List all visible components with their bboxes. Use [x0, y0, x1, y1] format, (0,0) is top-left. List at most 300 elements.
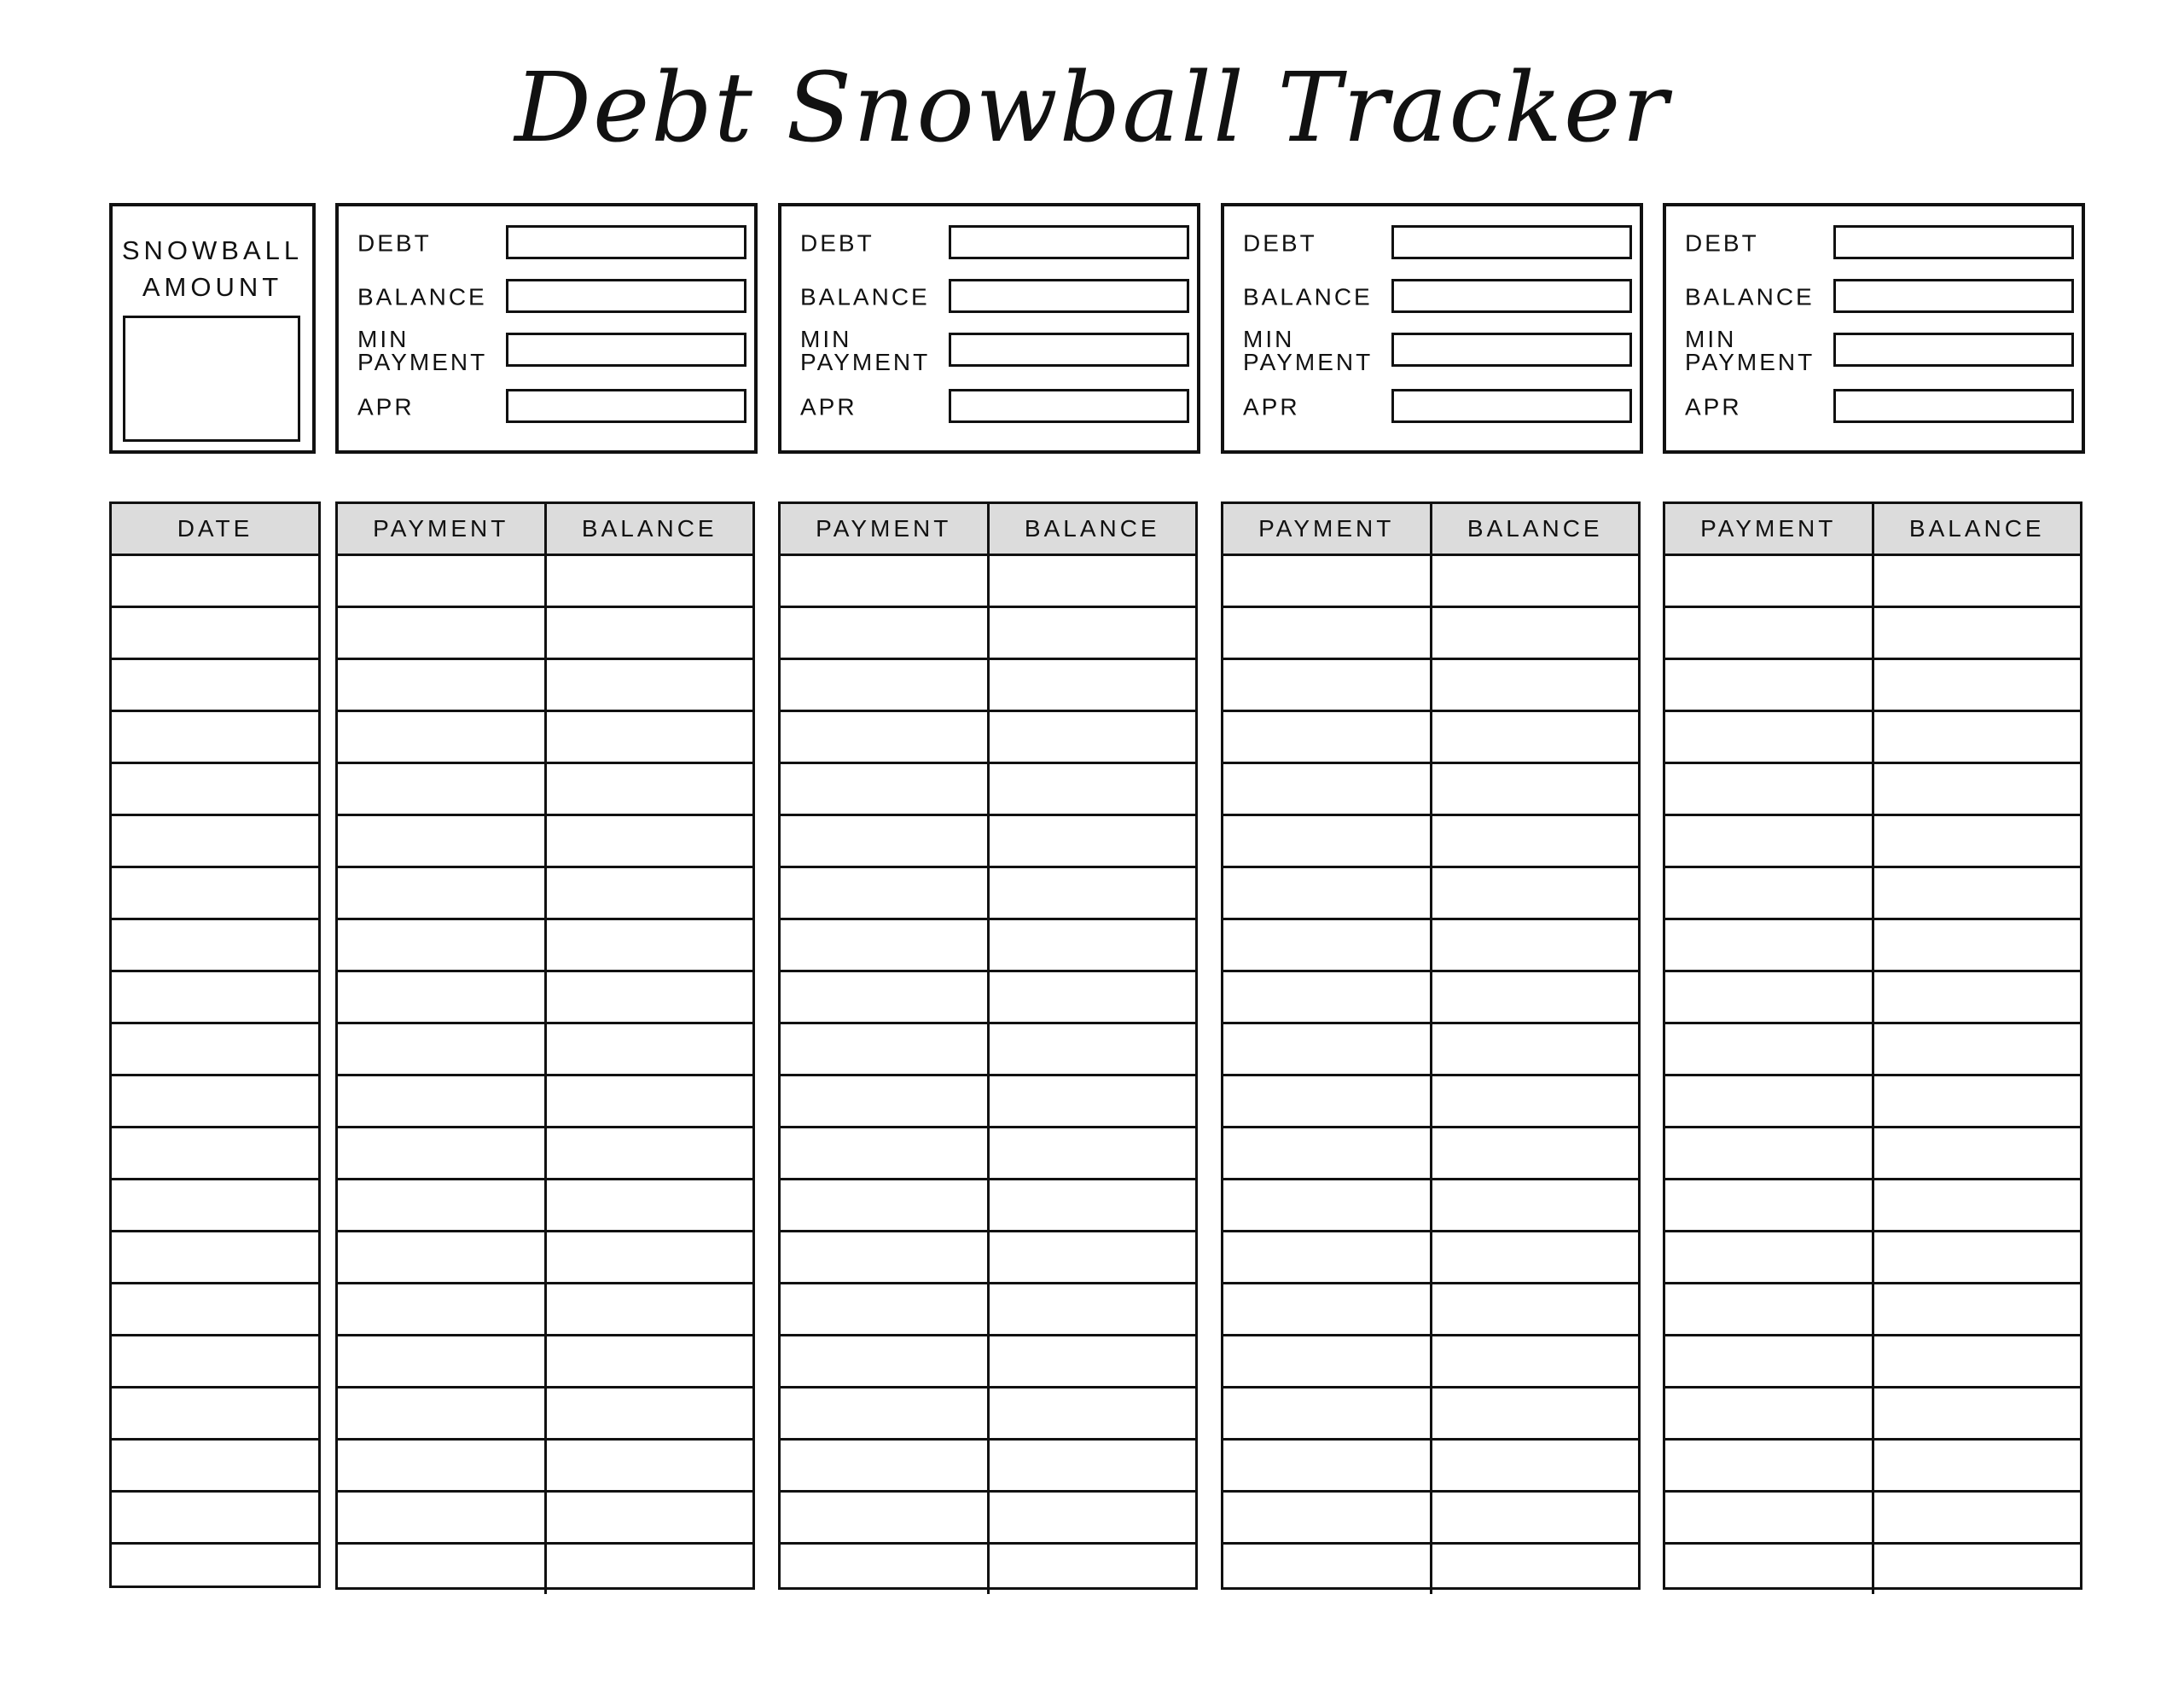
- balance-cell[interactable]: [1873, 867, 2080, 919]
- payment-cell[interactable]: [338, 1284, 545, 1336]
- payment-row: [338, 1388, 752, 1440]
- payment-cell[interactable]: [338, 607, 545, 659]
- min-payment-label-line2: PAYMENT: [1243, 349, 1374, 375]
- payment-cell[interactable]: [781, 1544, 988, 1595]
- apr-field[interactable]: [949, 389, 1189, 423]
- balance-cell[interactable]: [1431, 867, 1638, 919]
- payment-row: [1665, 607, 2080, 659]
- payment-row: [338, 1492, 752, 1544]
- balance-cell[interactable]: [1873, 1388, 2080, 1440]
- payment-row: [1665, 711, 2080, 763]
- payment-row: [1223, 1075, 1638, 1128]
- balance-cell[interactable]: [988, 1232, 1195, 1284]
- balance-cell[interactable]: [1431, 1284, 1638, 1336]
- payment-cell[interactable]: [1223, 919, 1431, 971]
- debt-payment-table: [1663, 501, 2082, 1590]
- balance-cell[interactable]: [988, 1544, 1195, 1595]
- payment-cell[interactable]: [1665, 1440, 1873, 1492]
- payment-cell[interactable]: [781, 659, 988, 711]
- balance-cell[interactable]: [988, 1388, 1195, 1440]
- balance-cell[interactable]: [545, 1492, 752, 1544]
- payment-row: [781, 555, 1195, 607]
- balance-cell[interactable]: [988, 919, 1195, 971]
- payment-cell[interactable]: [1665, 1336, 1873, 1388]
- date-row: [112, 919, 318, 971]
- balance-cell[interactable]: [988, 1075, 1195, 1128]
- date-cell[interactable]: [112, 1232, 318, 1284]
- date-row: [112, 659, 318, 711]
- balance-cell[interactable]: [545, 1544, 752, 1595]
- min-payment-label: [1685, 328, 1838, 374]
- payment-row: [781, 1336, 1195, 1388]
- balance-cell[interactable]: [1431, 1492, 1638, 1544]
- payment-row: [1665, 1180, 2080, 1232]
- payment-row: [781, 1075, 1195, 1128]
- payment-row: [338, 1336, 752, 1388]
- balance-cell[interactable]: [1873, 1128, 2080, 1180]
- debt-name-field[interactable]: [1833, 225, 2074, 259]
- payment-cell[interactable]: [1223, 1544, 1431, 1595]
- payment-cell[interactable]: [338, 971, 545, 1023]
- balance-header: BALANCE: [988, 504, 1195, 555]
- payment-row: [781, 867, 1195, 919]
- date-row: [112, 1232, 318, 1284]
- apr-field[interactable]: [506, 389, 746, 423]
- payment-cell[interactable]: [338, 867, 545, 919]
- snowball-amount-field[interactable]: [123, 316, 300, 442]
- date-cell[interactable]: [112, 815, 318, 867]
- date-row: [112, 1023, 318, 1075]
- date-cell[interactable]: [112, 659, 318, 711]
- payment-row: [338, 763, 752, 815]
- payment-header: PAYMENT: [1223, 504, 1431, 555]
- date-cell[interactable]: [112, 1075, 318, 1128]
- debt-name-field[interactable]: [1391, 225, 1632, 259]
- balance-cell[interactable]: [988, 867, 1195, 919]
- apr-label: APR: [1685, 393, 1742, 420]
- payment-cell[interactable]: [1665, 659, 1873, 711]
- payment-row: [1665, 815, 2080, 867]
- payment-cell[interactable]: [1223, 1492, 1431, 1544]
- payment-row: [781, 971, 1195, 1023]
- balance-cell[interactable]: [1873, 1180, 2080, 1232]
- balance-cell[interactable]: [1873, 607, 2080, 659]
- payment-cell[interactable]: [1665, 1180, 1873, 1232]
- balance-cell[interactable]: [545, 1388, 752, 1440]
- apr-field[interactable]: [1391, 389, 1632, 423]
- payment-row: [1665, 867, 2080, 919]
- payment-row: [1665, 919, 2080, 971]
- payment-cell[interactable]: [1223, 711, 1431, 763]
- payment-row: [1223, 1336, 1638, 1388]
- balance-header: BALANCE: [1431, 504, 1638, 555]
- balance-cell[interactable]: [1873, 1544, 2080, 1595]
- payment-row: [781, 1023, 1195, 1075]
- payment-cell[interactable]: [1223, 555, 1431, 607]
- date-row: [112, 1492, 318, 1544]
- balance-cell[interactable]: [1873, 1492, 2080, 1544]
- balance-cell[interactable]: [1431, 711, 1638, 763]
- balance-cell[interactable]: [988, 1023, 1195, 1075]
- balance-cell[interactable]: [1431, 1075, 1638, 1128]
- payment-row: [1223, 1440, 1638, 1492]
- balance-field[interactable]: [1833, 279, 2074, 313]
- payment-cell[interactable]: [1223, 1336, 1431, 1388]
- balance-cell[interactable]: [545, 607, 752, 659]
- balance-field[interactable]: [949, 279, 1189, 313]
- balance-cell[interactable]: [545, 763, 752, 815]
- balance-cell[interactable]: [1873, 763, 2080, 815]
- date-cell[interactable]: [112, 1336, 318, 1388]
- balance-cell[interactable]: [1431, 815, 1638, 867]
- payment-row: [1223, 659, 1638, 711]
- payment-row: [781, 919, 1195, 971]
- payment-row: [338, 711, 752, 763]
- payment-row: [1665, 1388, 2080, 1440]
- payment-cell[interactable]: [1665, 1284, 1873, 1336]
- balance-cell[interactable]: [1873, 1023, 2080, 1075]
- balance-cell[interactable]: [1873, 971, 2080, 1023]
- payment-row: [1223, 1388, 1638, 1440]
- date-cell[interactable]: [112, 1492, 318, 1544]
- payment-row: [1665, 659, 2080, 711]
- payment-cell[interactable]: [781, 1023, 988, 1075]
- payment-cell[interactable]: [338, 1388, 545, 1440]
- min-payment-row: [1224, 326, 1640, 375]
- balance-cell[interactable]: [988, 815, 1195, 867]
- balance-cell[interactable]: [1431, 1128, 1638, 1180]
- payment-cell[interactable]: [781, 1180, 988, 1232]
- payment-row: [1223, 867, 1638, 919]
- payment-row: [338, 607, 752, 659]
- payment-row: [1665, 1544, 2080, 1595]
- date-row: [112, 763, 318, 815]
- balance-cell[interactable]: [988, 1336, 1195, 1388]
- payment-cell[interactable]: [1665, 919, 1873, 971]
- balance-cell[interactable]: [1431, 607, 1638, 659]
- min-payment-row: [339, 326, 754, 375]
- payment-cell[interactable]: [1665, 971, 1873, 1023]
- balance-cell[interactable]: [545, 711, 752, 763]
- payment-cell[interactable]: [338, 1023, 545, 1075]
- debt-info-box: [1221, 203, 1643, 454]
- payment-row: [1223, 555, 1638, 607]
- balance-cell[interactable]: [988, 711, 1195, 763]
- balance-cell[interactable]: [545, 919, 752, 971]
- payment-cell[interactable]: [1665, 1492, 1873, 1544]
- min-payment-field[interactable]: [1833, 333, 2074, 367]
- payment-cell[interactable]: [1223, 1075, 1431, 1128]
- payment-cell[interactable]: [1665, 1232, 1873, 1284]
- balance-cell[interactable]: [545, 815, 752, 867]
- apr-label: APR: [800, 393, 857, 420]
- payment-row: [1223, 1284, 1638, 1336]
- date-row: [112, 1388, 318, 1440]
- balance-cell[interactable]: [545, 1023, 752, 1075]
- balance-cell[interactable]: [1431, 763, 1638, 815]
- date-row: [112, 555, 318, 607]
- payment-cell[interactable]: [781, 1388, 988, 1440]
- balance-cell[interactable]: [1873, 919, 2080, 971]
- payment-cell[interactable]: [781, 1492, 988, 1544]
- debt-label: DEBT: [1243, 229, 1317, 257]
- payment-cell[interactable]: [338, 1128, 545, 1180]
- payment-row: [1223, 1128, 1638, 1180]
- payment-cell[interactable]: [781, 971, 988, 1023]
- payment-cell[interactable]: [338, 1232, 545, 1284]
- payment-row: [781, 1544, 1195, 1595]
- balance-cell[interactable]: [1873, 1284, 2080, 1336]
- payment-cell[interactable]: [781, 919, 988, 971]
- payment-cell[interactable]: [781, 607, 988, 659]
- balance-cell[interactable]: [1873, 1232, 2080, 1284]
- balance-cell[interactable]: [545, 1284, 752, 1336]
- balance-cell[interactable]: [545, 867, 752, 919]
- date-cell[interactable]: [112, 763, 318, 815]
- payment-cell[interactable]: [1665, 1023, 1873, 1075]
- payment-cell[interactable]: [338, 1336, 545, 1388]
- date-row: [112, 867, 318, 919]
- payment-row: [1665, 763, 2080, 815]
- date-row: [112, 815, 318, 867]
- balance-cell[interactable]: [1431, 555, 1638, 607]
- date-row: [112, 1544, 318, 1595]
- payment-cell[interactable]: [1223, 1023, 1431, 1075]
- debt-info-box: [335, 203, 758, 454]
- payment-cell[interactable]: [338, 1075, 545, 1128]
- payment-cell[interactable]: [781, 1075, 988, 1128]
- payment-cell[interactable]: [1665, 763, 1873, 815]
- balance-cell[interactable]: [545, 1180, 752, 1232]
- payment-cell[interactable]: [781, 555, 988, 607]
- balance-cell[interactable]: [1431, 1180, 1638, 1232]
- balance-cell[interactable]: [988, 1284, 1195, 1336]
- balance-cell[interactable]: [1431, 659, 1638, 711]
- balance-cell[interactable]: [988, 1180, 1195, 1232]
- payment-row: [338, 919, 752, 971]
- min-payment-row: [1666, 326, 2082, 375]
- balance-cell[interactable]: [545, 1336, 752, 1388]
- payment-row: [1665, 1075, 2080, 1128]
- payment-cell[interactable]: [1665, 607, 1873, 659]
- balance-cell[interactable]: [988, 763, 1195, 815]
- debt-name-field[interactable]: [949, 225, 1189, 259]
- payment-row: [781, 1284, 1195, 1336]
- date-row: [112, 1180, 318, 1232]
- balance-cell[interactable]: [1873, 711, 2080, 763]
- payment-cell[interactable]: [1665, 1544, 1873, 1595]
- balance-cell[interactable]: [1431, 1023, 1638, 1075]
- payment-row: [1665, 555, 2080, 607]
- date-table: [109, 501, 321, 1588]
- date-cell[interactable]: [112, 971, 318, 1023]
- date-cell[interactable]: [112, 1388, 318, 1440]
- payment-cell[interactable]: [781, 711, 988, 763]
- payment-row: [338, 1075, 752, 1128]
- balance-cell[interactable]: [545, 1075, 752, 1128]
- payment-cell[interactable]: [338, 555, 545, 607]
- payment-cell[interactable]: [781, 1440, 988, 1492]
- min-payment-field[interactable]: [506, 333, 746, 367]
- balance-cell[interactable]: [988, 1492, 1195, 1544]
- date-cell[interactable]: [112, 1180, 318, 1232]
- balance-cell[interactable]: [1431, 1388, 1638, 1440]
- min-payment-field[interactable]: [949, 333, 1189, 367]
- payment-cell[interactable]: [781, 867, 988, 919]
- payment-cell[interactable]: [781, 763, 988, 815]
- payment-cell[interactable]: [1665, 815, 1873, 867]
- balance-cell[interactable]: [1431, 919, 1638, 971]
- payment-row: [1665, 1284, 2080, 1336]
- debt-label: DEBT: [357, 229, 432, 257]
- payment-cell[interactable]: [781, 815, 988, 867]
- date-cell[interactable]: [112, 711, 318, 763]
- date-cell[interactable]: [112, 607, 318, 659]
- payment-cell[interactable]: [1665, 1128, 1873, 1180]
- payment-cell[interactable]: [1223, 1232, 1431, 1284]
- balance-field[interactable]: [1391, 279, 1632, 313]
- balance-cell[interactable]: [1873, 659, 2080, 711]
- min-payment-label-line1: MIN: [1243, 326, 1295, 352]
- payment-cell[interactable]: [1223, 971, 1431, 1023]
- payment-cell[interactable]: [338, 659, 545, 711]
- payment-row: [1665, 971, 2080, 1023]
- payment-row: [781, 1440, 1195, 1492]
- date-row: [112, 1128, 318, 1180]
- payment-row: [338, 1544, 752, 1595]
- balance-cell[interactable]: [1431, 971, 1638, 1023]
- min-payment-label: [1243, 328, 1397, 374]
- payment-cell[interactable]: [781, 1336, 988, 1388]
- payment-cell[interactable]: [1223, 763, 1431, 815]
- payment-cell[interactable]: [781, 1128, 988, 1180]
- date-row: [112, 1284, 318, 1336]
- balance-cell[interactable]: [545, 555, 752, 607]
- debt-row: [1224, 225, 1640, 261]
- date-row: [112, 971, 318, 1023]
- balance-cell[interactable]: [1873, 1440, 2080, 1492]
- debt-info-box: [778, 203, 1200, 454]
- payment-cell[interactable]: [1665, 1075, 1873, 1128]
- balance-cell[interactable]: [1431, 1440, 1638, 1492]
- snowball-label-line2: AMOUNT: [142, 272, 283, 302]
- date-cell[interactable]: [112, 1284, 318, 1336]
- debt-name-field[interactable]: [506, 225, 746, 259]
- payment-cell[interactable]: [781, 1284, 988, 1336]
- payment-cell[interactable]: [1223, 1388, 1431, 1440]
- balance-cell[interactable]: [1873, 555, 2080, 607]
- payment-row: [1223, 1492, 1638, 1544]
- payment-cell[interactable]: [1223, 1284, 1431, 1336]
- balance-cell[interactable]: [1431, 1232, 1638, 1284]
- balance-cell[interactable]: [545, 1128, 752, 1180]
- balance-cell[interactable]: [1873, 1075, 2080, 1128]
- balance-cell[interactable]: [988, 659, 1195, 711]
- balance-cell[interactable]: [988, 971, 1195, 1023]
- balance-cell[interactable]: [1431, 1544, 1638, 1595]
- payment-row: [338, 1284, 752, 1336]
- apr-field[interactable]: [1833, 389, 2074, 423]
- balance-field[interactable]: [506, 279, 746, 313]
- balance-cell[interactable]: [545, 1232, 752, 1284]
- payment-row: [338, 815, 752, 867]
- balance-cell[interactable]: [988, 1128, 1195, 1180]
- date-cell[interactable]: [112, 555, 318, 607]
- payment-row: [781, 1232, 1195, 1284]
- payment-cell[interactable]: [338, 1544, 545, 1595]
- balance-cell[interactable]: [1873, 1336, 2080, 1388]
- payment-cell[interactable]: [338, 815, 545, 867]
- date-cell[interactable]: [112, 1544, 318, 1595]
- date-cell[interactable]: [112, 1023, 318, 1075]
- payment-row: [1223, 1023, 1638, 1075]
- payment-cell[interactable]: [338, 1180, 545, 1232]
- date-row: [112, 711, 318, 763]
- balance-cell[interactable]: [988, 607, 1195, 659]
- payment-row: [1665, 1492, 2080, 1544]
- payment-cell[interactable]: [338, 711, 545, 763]
- payment-cell[interactable]: [1223, 867, 1431, 919]
- min-payment-label: [357, 328, 511, 374]
- payment-header: PAYMENT: [1665, 504, 1873, 555]
- balance-cell[interactable]: [1873, 815, 2080, 867]
- payment-row: [338, 555, 752, 607]
- balance-label: BALANCE: [1685, 283, 1815, 310]
- balance-cell[interactable]: [988, 555, 1195, 607]
- balance-cell[interactable]: [545, 971, 752, 1023]
- payment-cell[interactable]: [1223, 1440, 1431, 1492]
- date-cell[interactable]: [112, 919, 318, 971]
- payment-cell[interactable]: [1223, 1128, 1431, 1180]
- balance-cell[interactable]: [1431, 1336, 1638, 1388]
- payment-cell[interactable]: [1665, 867, 1873, 919]
- balance-cell[interactable]: [988, 1440, 1195, 1492]
- payment-cell[interactable]: [1223, 815, 1431, 867]
- payment-cell[interactable]: [1223, 607, 1431, 659]
- balance-row: [339, 279, 754, 315]
- payment-cell[interactable]: [338, 763, 545, 815]
- payment-cell[interactable]: [338, 1492, 545, 1544]
- date-cell[interactable]: [112, 867, 318, 919]
- payment-cell[interactable]: [1665, 555, 1873, 607]
- apr-row: [1666, 389, 2082, 425]
- payment-cell[interactable]: [781, 1232, 988, 1284]
- balance-cell[interactable]: [545, 659, 752, 711]
- payment-row: [1223, 971, 1638, 1023]
- payment-cell[interactable]: [338, 1440, 545, 1492]
- date-cell[interactable]: [112, 1128, 318, 1180]
- payment-cell[interactable]: [1665, 1388, 1873, 1440]
- min-payment-label-line1: MIN: [800, 326, 852, 352]
- payment-cell[interactable]: [1223, 1180, 1431, 1232]
- balance-label: BALANCE: [1243, 283, 1373, 310]
- payment-row: [781, 1388, 1195, 1440]
- debt-payment-table: [335, 501, 755, 1590]
- page-title: Debt Snowball Tracker: [514, 53, 1670, 164]
- payment-cell[interactable]: [1665, 711, 1873, 763]
- date-row: [112, 1440, 318, 1492]
- balance-cell[interactable]: [545, 1440, 752, 1492]
- balance-header: BALANCE: [545, 504, 752, 555]
- payment-cell[interactable]: [1223, 659, 1431, 711]
- payment-cell[interactable]: [338, 919, 545, 971]
- payment-row: [338, 1180, 752, 1232]
- min-payment-field[interactable]: [1391, 333, 1632, 367]
- date-cell[interactable]: [112, 1440, 318, 1492]
- min-payment-label-line2: PAYMENT: [357, 349, 488, 375]
- balance-label: BALANCE: [357, 283, 487, 310]
- apr-row: [339, 389, 754, 425]
